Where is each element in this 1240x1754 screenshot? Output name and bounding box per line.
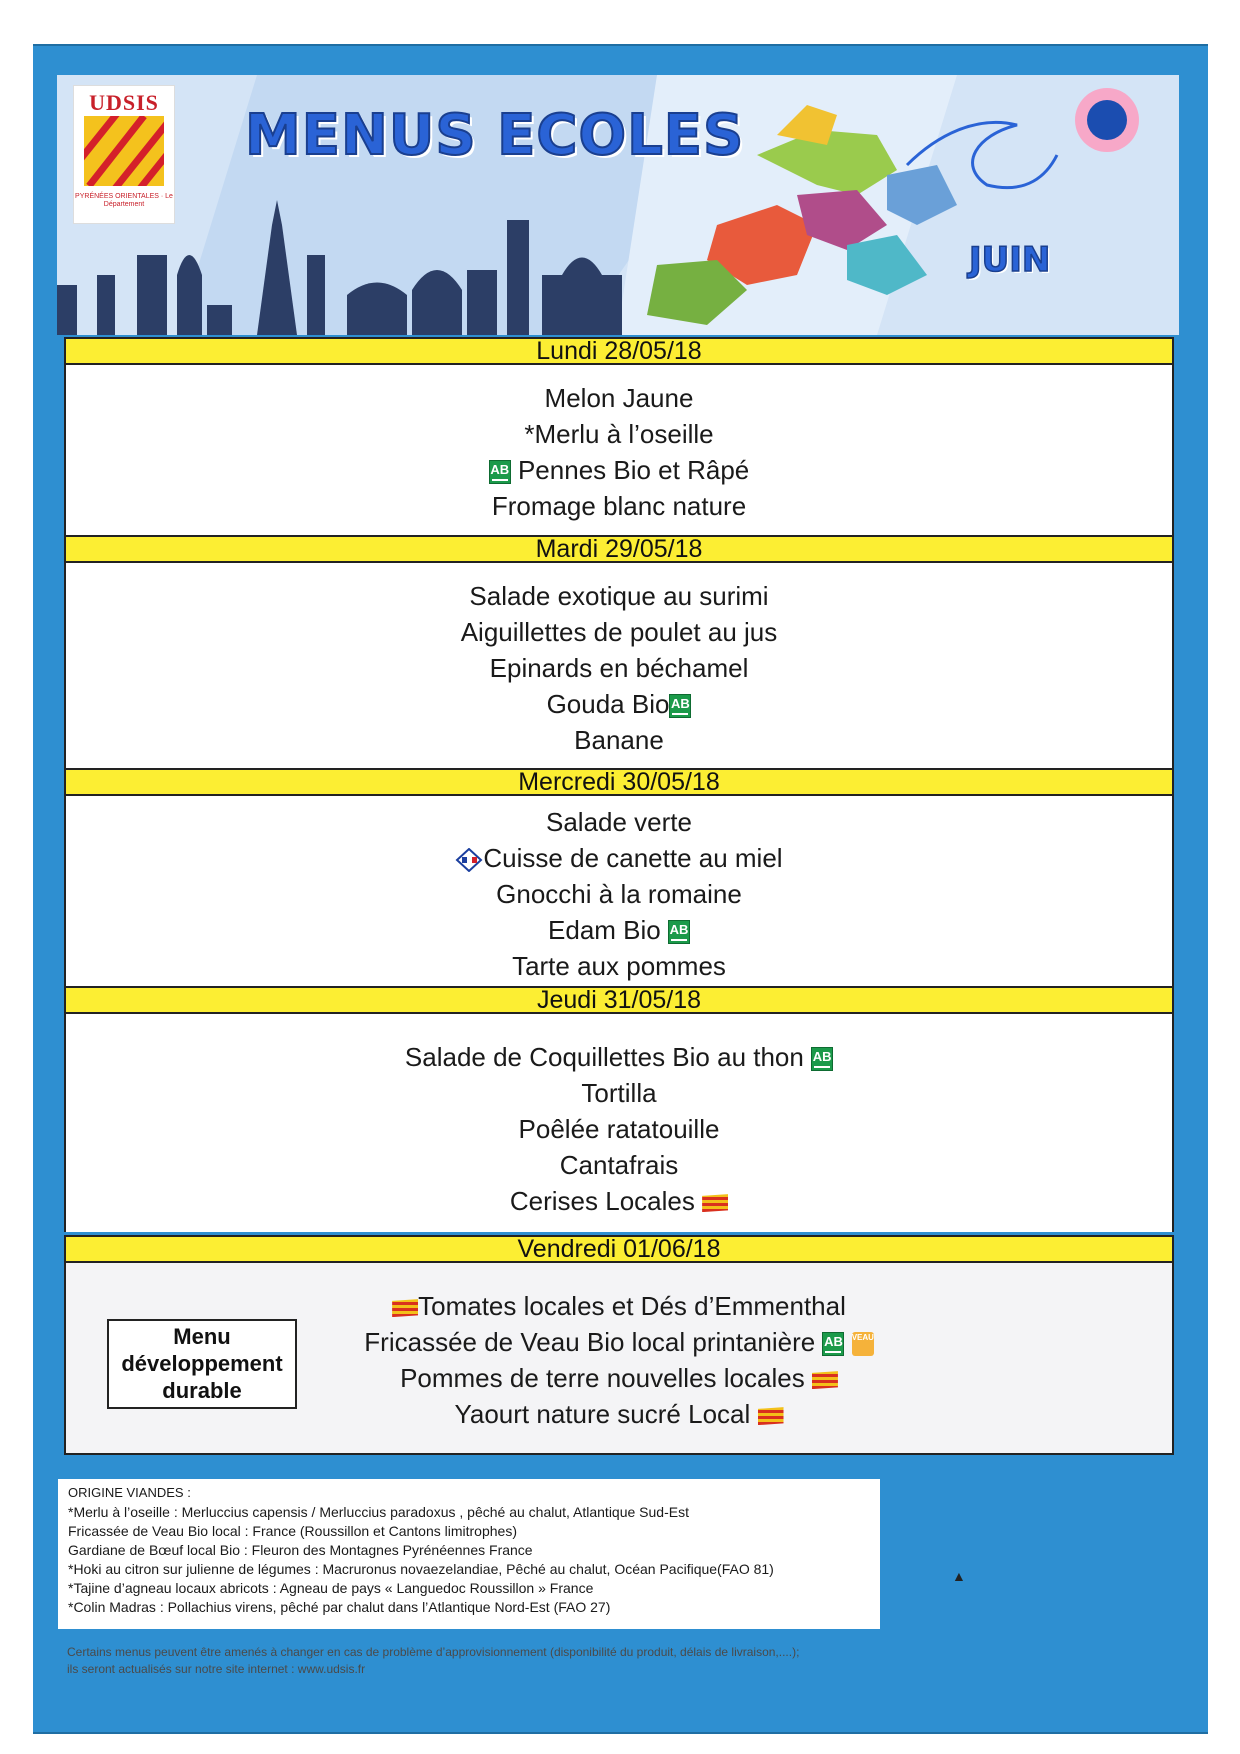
dish-item: Cerises Locales (66, 1186, 1172, 1217)
dish-item: Banane (574, 725, 664, 755)
logo-text: UDSIS (89, 90, 159, 115)
dish-item: Gouda Bio AB (546, 689, 690, 719)
caret-mark: ▲ (952, 1568, 966, 1584)
day-header-vendredi: Vendredi 01/06/18 (64, 1235, 1174, 1263)
dish-item: Salade verte (546, 807, 692, 837)
notes-title: ORIGINE VIANDES : (68, 1485, 191, 1500)
day-body-mardi (64, 563, 1174, 768)
day-header-mercredi: Mercredi 30/05/18 (64, 768, 1174, 796)
dish-item: Edam Bio AB (548, 915, 689, 945)
note-line: *Colin Madras : Pollachius virens, pêché par chalut dans l’Atlantique Nord-Est (FAO 27) (68, 1599, 611, 1615)
dish-item: Fromage blanc nature (491, 491, 747, 521)
dish-item: Gnocchi à la romaine (496, 879, 742, 909)
month-label: JUIN (969, 240, 1051, 280)
dish-item: Cantafrais (559, 1150, 679, 1180)
dish-item: AB Pennes Bio et Râpé (490, 455, 750, 485)
page-title: MENUS ECOLES (245, 103, 745, 168)
meat-origin-notes (58, 1479, 880, 1629)
ab-bio-icon: AB (669, 694, 691, 718)
dish-item: Yaourt nature sucré Local (66, 1399, 1172, 1430)
catalan-flag-icon (812, 1371, 838, 1389)
note-line: *Merlu à l’oseille : Merluccius capensis / Merluccius paradoxus , pêché au chalut, Atlantique Sud-Est (68, 1504, 689, 1520)
dish-item: Aiguillettes de poulet au jus (460, 617, 778, 647)
note-line: Gardiane de Bœuf local Bio : Fleuron des Montagnes Pyrénéennes France (68, 1542, 533, 1558)
dish-item: Poêlée ratatouille (518, 1114, 720, 1144)
dish-item: Salade de Coquillettes Bio au thon AB (404, 1042, 832, 1072)
ab-bio-icon: AB (668, 920, 690, 944)
ab-bio-icon: AB (822, 1332, 844, 1356)
durable-menu-label: Menu développement durable (107, 1319, 297, 1409)
dish-item: Salade exotique au surimi (469, 581, 769, 611)
dish-item: Fricassée de Veau Bio local printanière AB VEAU (364, 1327, 874, 1357)
dish-item: Cuisse de canette au miel (66, 843, 1172, 874)
dish-item: Pommes de terre nouvelles locales (66, 1363, 1172, 1394)
dish-item: Tomates locales et Dés d’Emmenthal (66, 1291, 1172, 1322)
dish-item: *Merlu à l’oseille (524, 419, 714, 449)
dish-item: Tortilla (581, 1078, 657, 1108)
note-line: *Hoki au citron sur julienne de légumes : Macruronus novaezelandiae, Pêché au chalut, Océan Pacifique(FAO 81) (68, 1561, 774, 1577)
ab-bio-icon: AB (811, 1047, 833, 1071)
veau-label-icon: VEAU (852, 1332, 874, 1356)
note-line: Fricassée de Veau Bio local : France (Roussillon et Cantons limitrophes) (68, 1523, 517, 1539)
day-body-lundi (64, 365, 1174, 535)
catalan-logo-icon (84, 116, 164, 186)
ab-bio-icon: AB (489, 460, 511, 484)
catalan-flag-icon (702, 1194, 728, 1212)
day-body-mercredi (64, 796, 1174, 986)
logo-subtitle: PYRÉNÉES ORIENTALES · Le Département (75, 193, 173, 208)
dish-item: Epinards en béchamel (489, 653, 749, 683)
catalan-flag-icon (392, 1299, 418, 1317)
day-header-jeudi: Jeudi 31/05/18 (64, 986, 1174, 1014)
note-line: *Tajine d’agneau locaux abricots : Agneau de pays « Languedoc Roussillon » France (68, 1580, 594, 1596)
label-rouge-icon (455, 848, 483, 872)
footer-line: ils seront actualisés sur notre site internet : www.udsis.fr (67, 1662, 366, 1676)
catalan-flag-icon (758, 1407, 784, 1425)
dish-item: Melon Jaune (544, 383, 694, 413)
day-header-lundi: Lundi 28/05/18 (64, 337, 1174, 365)
udsis-logo (73, 85, 175, 224)
day-header-mardi: Mardi 29/05/18 (64, 535, 1174, 563)
footer-line: Certains menus peuvent être amenés à changer en cas de problème d’approvisionnement (disponibilité du produit, délais de livraison,....); (67, 1645, 800, 1659)
day-body-jeudi (64, 1014, 1174, 1232)
dish-item: Tarte aux pommes (512, 951, 726, 981)
